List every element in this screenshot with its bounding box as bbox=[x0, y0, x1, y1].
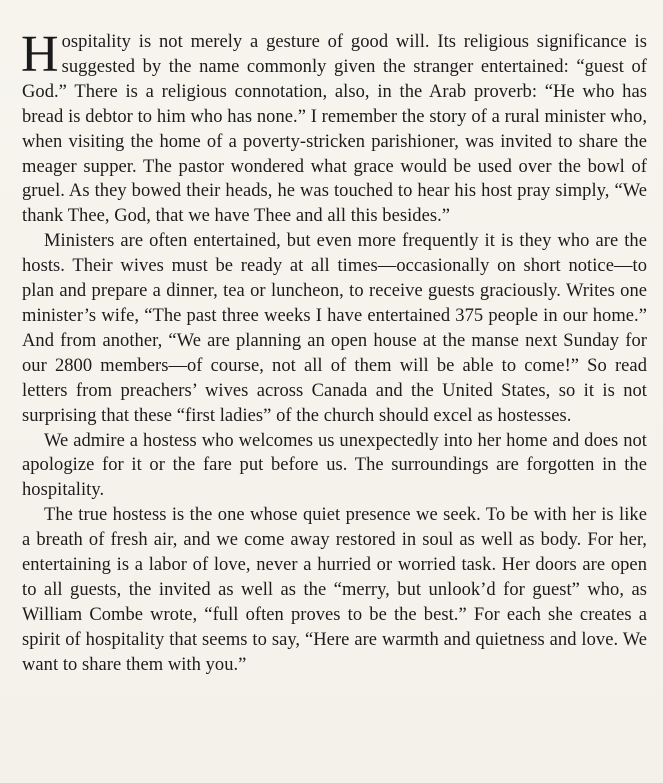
drop-cap: H bbox=[21, 26, 59, 83]
paragraph-4: The true hostess is the one whose quiet presence we seek. To be with her is like a breath of fresh air, and we come away restored in soul as well as body. For her, entertaining is a labor of love, never a hurried or worried task. Her doors are open to all guests, the invited as well as the “merry, but unlook’d for guest” who, as William Combe wrote, “full often proves to be the best.” For each she creates a spirit of hospitality that seems to say, “Here are warmth and quietness and love. We want to share them with you.” bbox=[22, 505, 647, 675]
paragraph-2: Ministers are often entertained, but even more frequently it is they who are the hosts. Their wives must be ready at all times—occasionally on short notice—to plan and prepare a dinner, tea or luncheon, to receive guests graciously. Writes one minister’s wife, “The past three weeks I have entertained 375 people in our home.” And from another, “We are planning an open house at the manse next Sunday for our 2800 members—of course, not all of them will be able to come!” So read letters from preachers’ wives across Canada and the United States, so it is not surprising that these “first ladies” of the church should excel as hostesses. bbox=[22, 231, 647, 426]
paragraph-1-text: ospitality is not merely a gesture of good will. Its religious significance is suggested by the name commonly given the stranger entertained: “guest of God.” There is a religious connotation, also, in the Arab proverb: “He who has bread is debtor to him who has none.” I remember the story of a rural minister who, when visiting the home of a poverty-stricken parishioner, was invited to share the meager supper. The pastor wondered what grace would be used over the bowl of gruel. As they bowed their heads, he was touched to hear his host pray simply, “We thank Thee, God, that we have Thee and all this besides.” bbox=[22, 32, 647, 227]
paragraph-3: We admire a hostess who welcomes us unexpectedly into her home and does not apologize for it or the fare put before us. The surroundings are forgotten in the hospitality. bbox=[22, 430, 647, 501]
article-body bbox=[21, 26, 647, 678]
paragraph-1 bbox=[21, 26, 647, 229]
